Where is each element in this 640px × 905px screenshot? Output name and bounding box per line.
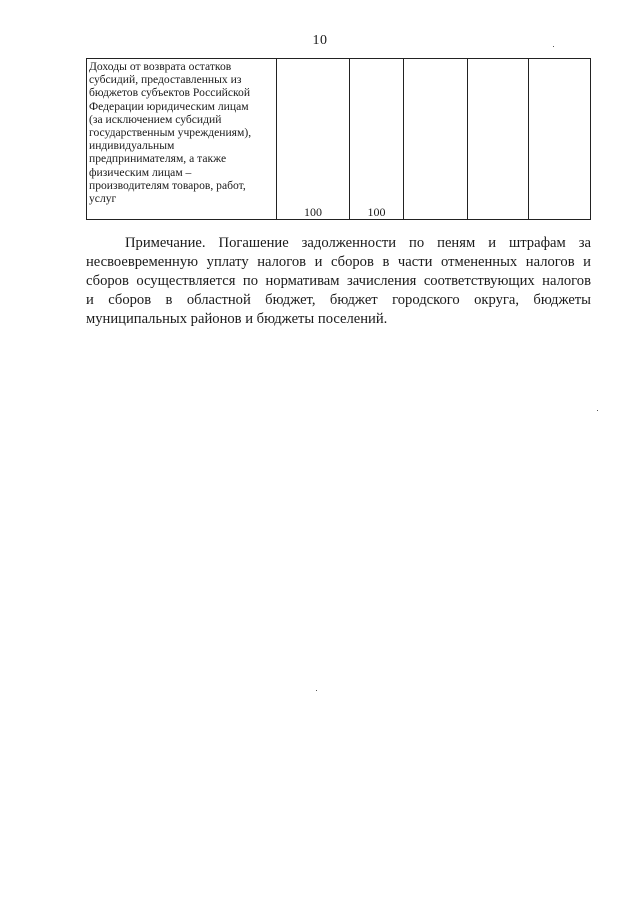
income-description-cell xyxy=(87,59,277,220)
page-number: 10 xyxy=(312,33,328,48)
description-line: Федерации юридическим лицам xyxy=(89,99,249,113)
footnote-line: и сборов в областной бюджет, бюджет городского округа, бюджеты xyxy=(86,292,591,308)
scan-speck xyxy=(316,690,317,691)
footnote-line: Примечание. Погашение задолженности по пеням и штрафам за xyxy=(125,235,591,251)
footnote-line: несвоевременную уплату налогов и сборов в части отмененных налогов и xyxy=(86,254,591,270)
scan-speck xyxy=(597,410,598,411)
description-line: бюджетов субъектов Российской xyxy=(89,86,251,100)
description-line: предпринимателям, а также xyxy=(89,152,227,166)
norm-value-cell: 100 xyxy=(277,59,350,220)
footnote-line: муниципальных районов и бюджеты поселений. xyxy=(86,311,388,327)
norm-value-cell xyxy=(404,59,468,220)
footnote-paragraph xyxy=(86,234,591,329)
footnote-line: сборов осуществляется по нормативам зачисления соответствующих налогов xyxy=(86,273,591,289)
description-line: индивидуальным xyxy=(89,139,175,153)
description-line: субсидий, предоставленных из xyxy=(89,73,242,87)
budget-norms-table xyxy=(86,58,591,220)
description-line: (за исключением субсидий xyxy=(89,112,222,126)
description-line: государственным учреждениям), xyxy=(89,126,252,140)
description-line: производителям товаров, работ, xyxy=(89,178,246,192)
description-line: услуг xyxy=(89,192,117,206)
scan-speck xyxy=(553,46,554,47)
norm-value-cell xyxy=(529,59,591,220)
table-row xyxy=(87,59,591,220)
norm-value-cell xyxy=(468,59,529,220)
norm-value-cell: 100 xyxy=(350,59,404,220)
description-line: физическим лицам – xyxy=(89,165,192,179)
description-line: Доходы от возврата остатков xyxy=(89,60,232,73)
